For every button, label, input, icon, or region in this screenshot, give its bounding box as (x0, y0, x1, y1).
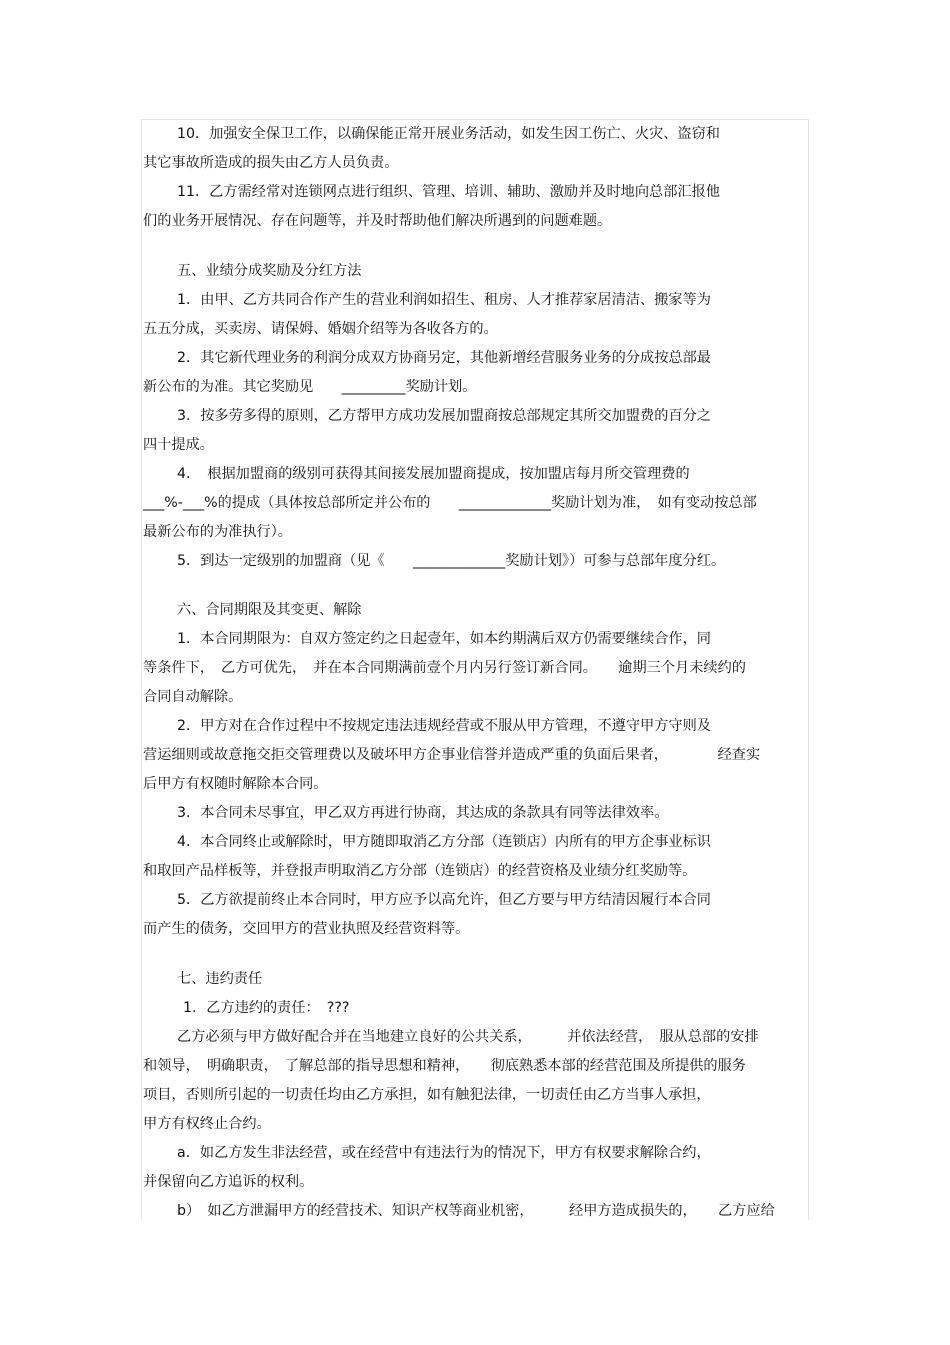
paragraph-line: 等条件下， 乙方可优先， 并在本合同期满前壹个月内另行签订新合同。 逾期三个月未续约的 (143, 660, 746, 676)
paragraph-line: 甲方有权终止合约。 (143, 1116, 271, 1132)
paragraph-line: 3．按多劳多得的原则，乙方帮甲方成功发展加盟商按总部规定其所交加盟费的百分之 (177, 408, 711, 424)
paragraph-line: 最新公布的为准执行）。 (143, 524, 292, 540)
paragraph-line: 5．乙方欲提前终止本合同时，甲方应予以高允许，但乙方要与甲方结清因履行本合同 (177, 892, 711, 908)
paragraph-line: 2．甲方对在合作过程中不按规定违法违规经营或不服从甲方管理，不遵守甲方守则及 (177, 718, 711, 734)
paragraph-line: 2．其它新代理业务的利润分成双方协商另定，其他新增经营服务业务的分成按总部最 (177, 350, 711, 366)
paragraph-line: 后甲方有权随时解除本合同。 (143, 776, 328, 792)
paragraph-line: 而产生的债务，交回甲方的营业执照及经营资料等。 (143, 921, 470, 937)
paragraph-line: 合同自动解除。 (143, 689, 243, 705)
paragraph-line: 四十提成。 (143, 437, 214, 453)
paragraph-line: 3．本合同未尽事宜，甲乙双方再进行协商，其达成的条款具有同等法律效率。 (177, 805, 669, 821)
paragraph-line: 营运细则或故意拖交拒交管理费以及破坏甲方企事业信誉并造成严重的负面后果者， 经查实 (143, 747, 761, 763)
paragraph-line: 和领导， 明确职责， 了解总部的指导思想和精神， 彻底熟悉本部的经营范围及所提供的服务 (143, 1058, 746, 1074)
paragraph-line: 新公布的为准。其它奖励见 _________奖励计划。 (143, 379, 477, 395)
paragraph-line: 4．本合同终止或解除时，甲方随即取消乙方分部（连锁店）内所有的甲方企事业标识 (177, 834, 711, 850)
paragraph-line: 10．加强安全保卫工作，以确保能正常开展业务活动，如发生因工伤亡、火灾、盗窃和 (177, 126, 720, 142)
paragraph-line: 乙方必须与甲方做好配合并在当地建立良好的公共关系， 并依法经营， 服从总部的安排 (177, 1029, 759, 1045)
paragraph-line: 4． 根据加盟商的级别可获得其间接发展加盟商提成，按加盟店每月所交管理费的 (177, 466, 690, 482)
section-heading: 七、违约责任 (177, 971, 263, 987)
paragraph-line: 五五分成，买卖房、请保姆、婚姻介绍等为各收各方的。 (143, 321, 498, 337)
paragraph-line: ___%-___%的提成（具体按总部所定并公布的 _____________奖励计划为准， 如有变动按总部 (143, 495, 757, 511)
section-heading: 五、业绩分成奖励及分红方法 (177, 263, 362, 279)
paragraph-line: 1．由甲、乙方共同合作产生的营业利润如招生、租房、人才推荐家居清洁、搬家等为 (177, 292, 711, 308)
paragraph-line: 们的业务开展情况、存在问题等，并及时帮助他们解决所遇到的问题难题。 (143, 213, 612, 229)
paragraph-line: 1．本合同期限为：自双方签定约之日起壹年，如本约期满后双方仍需要继续合作，同 (177, 631, 711, 647)
section-heading: 六、合同期限及其变更、解除 (177, 602, 362, 618)
paragraph-line: 和取回产品样板等，并登报声明取消乙方分部（连锁店）的经营资格及业绩分红奖励等。 (143, 863, 697, 879)
paragraph-line: 项目，否则所引起的一切责任均由乙方承担，如有触犯法律，一切责任由乙方当事人承担， (143, 1087, 711, 1103)
paragraph-line: b） 如乙方泄漏甲方的经营技术、知识产权等商业机密， 经甲方造成损失的， 乙方应给 (177, 1203, 775, 1219)
paragraph-line: 并保留向乙方追诉的权利。 (143, 1174, 314, 1190)
paragraph-line: a．如乙方发生非法经营，或在经营中有违法行为的情况下，甲方有权要求解除合约， (177, 1145, 711, 1161)
paragraph-line: 11．乙方需经常对连锁网点进行组织、管理、培训、辅助、激励并及时地向总部汇报他 (177, 184, 720, 200)
paragraph-line: 5．到达一定级别的加盟商（见《 _____________奖励计划》）可参与总部年度分红。 (177, 553, 726, 569)
paragraph-line: 其它事故所造成的损失由乙方人员负责。 (143, 155, 399, 171)
paragraph-line: 1．乙方违约的责任： ??? (183, 1000, 350, 1016)
